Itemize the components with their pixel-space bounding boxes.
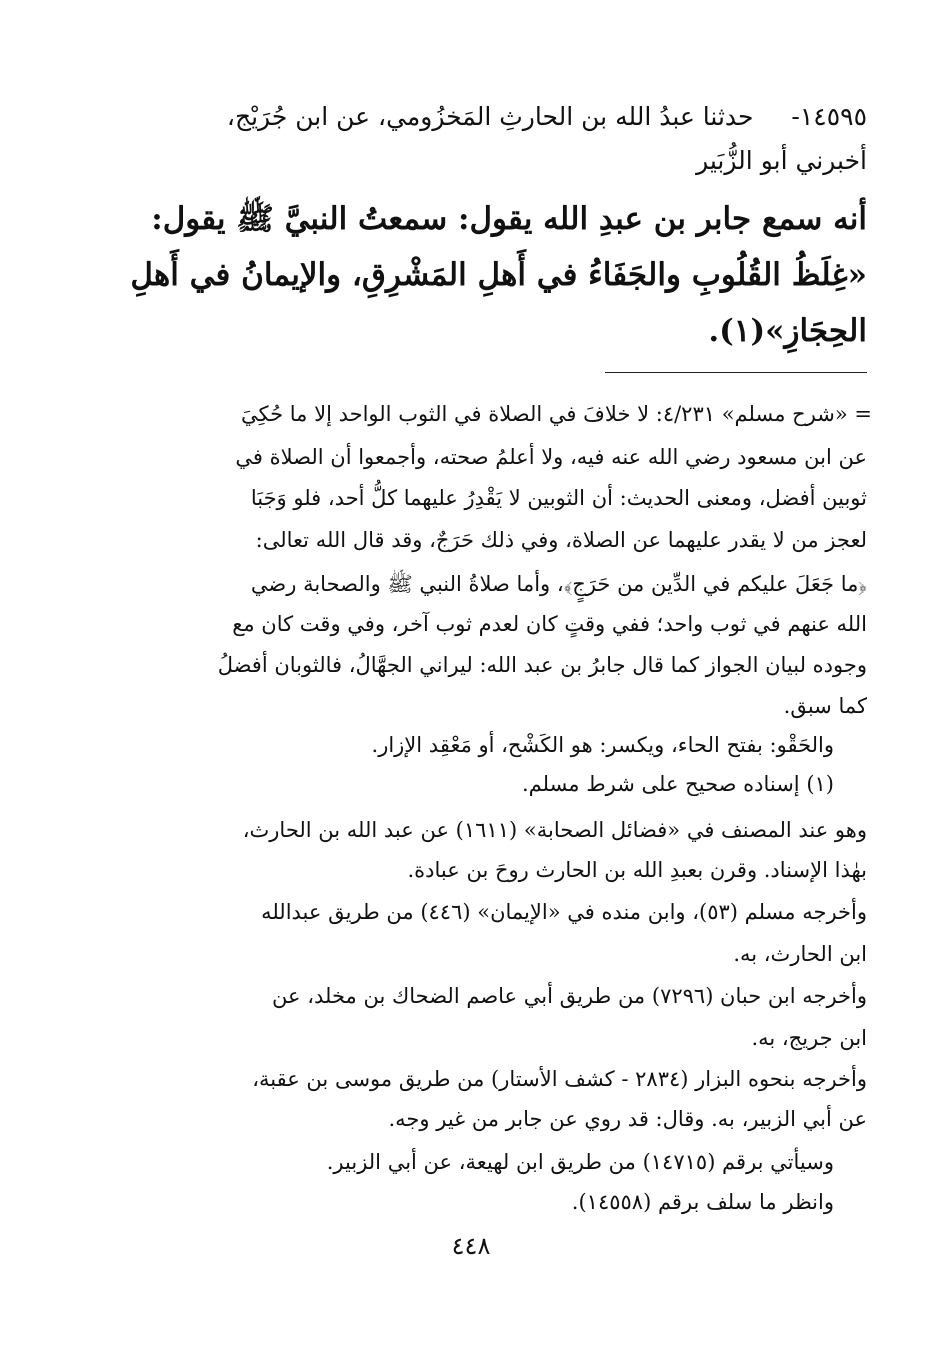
isnad-text: حدثنا عبدُ الله بن الحارثِ المَخزُومي، عن ابن جُرَيْج، (226, 102, 754, 131)
hadith-matn-line-2: «غِلَظُ القُلُوبِ والجَفَاءُ في أَهلِ المَشْرِقِ، والإيمانُ في أَهلِ (130, 257, 867, 293)
footnote-line: ابن الحارث، به. (733, 942, 867, 966)
footnote-line: وسيأتي برقم (١٤٧١٥) من طريق ابن لهيعة، عن أبي الزبير. (326, 1150, 834, 1174)
hadith-isnad-line-1 (227, 102, 867, 131)
hadith-matn-line-3: الحِجَازِ»(١). (708, 313, 867, 349)
footnote-line: وأخرجه بنحوه البزار (٢٨٣٤ - كشف الأستار) من طريق موسى بن عقبة، (252, 1067, 867, 1091)
footnote-line: عن أبي الزبير، به. وقال: قد روي عن جابر من غير وجه. (388, 1107, 867, 1131)
footnote-line: لعجز من لا يقدر عليهما عن الصلاة، وفي ذلك حَرَجٌ، وقد قال الله تعالى: (255, 528, 867, 552)
footnote-divider (605, 372, 867, 373)
footnote-line: ابن جريج، به. (751, 1026, 867, 1050)
footnote-line: (١) إسناده صحيح على شرط مسلم. (521, 772, 834, 796)
hadith-matn-line-1: أنه سمع جابر بن عبدِ الله يقول: سمعتُ النبيَّ ﷺ يقول: (151, 201, 867, 237)
footnote-line: كما سبق. (783, 694, 867, 718)
footnote-line: وانظر ما سلف برقم (١٤٥٥٨). (571, 1190, 834, 1214)
footnote-line: وأخرجه ابن حبان (٧٢٩٦) من طريق أبي عاصم الضحاك بن مخلد، عن (272, 984, 867, 1008)
footnote-line: وجوده لبيان الجواز كما قال جابرُ بن عبد الله: ليراني الجهَّالُ، فالثوبان أفضلُ (217, 653, 867, 677)
page-number: ٤٤٨ (451, 1232, 491, 1260)
footnote-line: بهٰذا الإسناد. وقرن بعبدِ الله بن الحارث روحَ بن عبادة. (407, 858, 867, 882)
footnote-line: وهو عند المصنف في «فضائل الصحابة» (١٦١١) عن عبد الله بن الحارث، (242, 818, 867, 842)
footnote-line: عن ابن مسعود رضي الله عنه فيه، ولا أعلمُ صحته، وأجمعوا أن الصلاة في (235, 445, 867, 469)
footnote-line: والحَقْو: بفتح الحاء، ويكسر: هو الكَشْح، أو مَعْقِد الإزار. (371, 733, 834, 757)
footnote-line: ﴿ما جَعَلَ عليكم في الدِّين من حَرَجٍ﴾، وأما صلاةُ النبي ﷺ والصحابة رضي (250, 572, 867, 596)
hadith-number: ١٤٥٩٥- (791, 102, 867, 131)
footnote-line: وأخرجه مسلم (٥٣)، وابن منده في «الإيمان» (٤٤٦) من طريق عبدالله (261, 900, 867, 924)
footnote-line: = «شرح مسلم» ٤/٢٣١: لا خلافَ في الصلاة في الثوب الواحد إلا ما حُكِيَ (241, 402, 872, 426)
footnote-line: ثوبين أفضل، ومعنى الحديث: أن الثوبين لا يَقْدِرُ عليهما كلُّ أحد، فلو وَجَبَا (250, 486, 867, 510)
hadith-isnad-line-2: أخبرني أبو الزُّبَير (696, 146, 867, 175)
footnote-line: الله عنهم في ثوب واحد؛ ففي وقتٍ كان لعدم ثوب آخر، وفي وقت كان مع (232, 612, 867, 636)
